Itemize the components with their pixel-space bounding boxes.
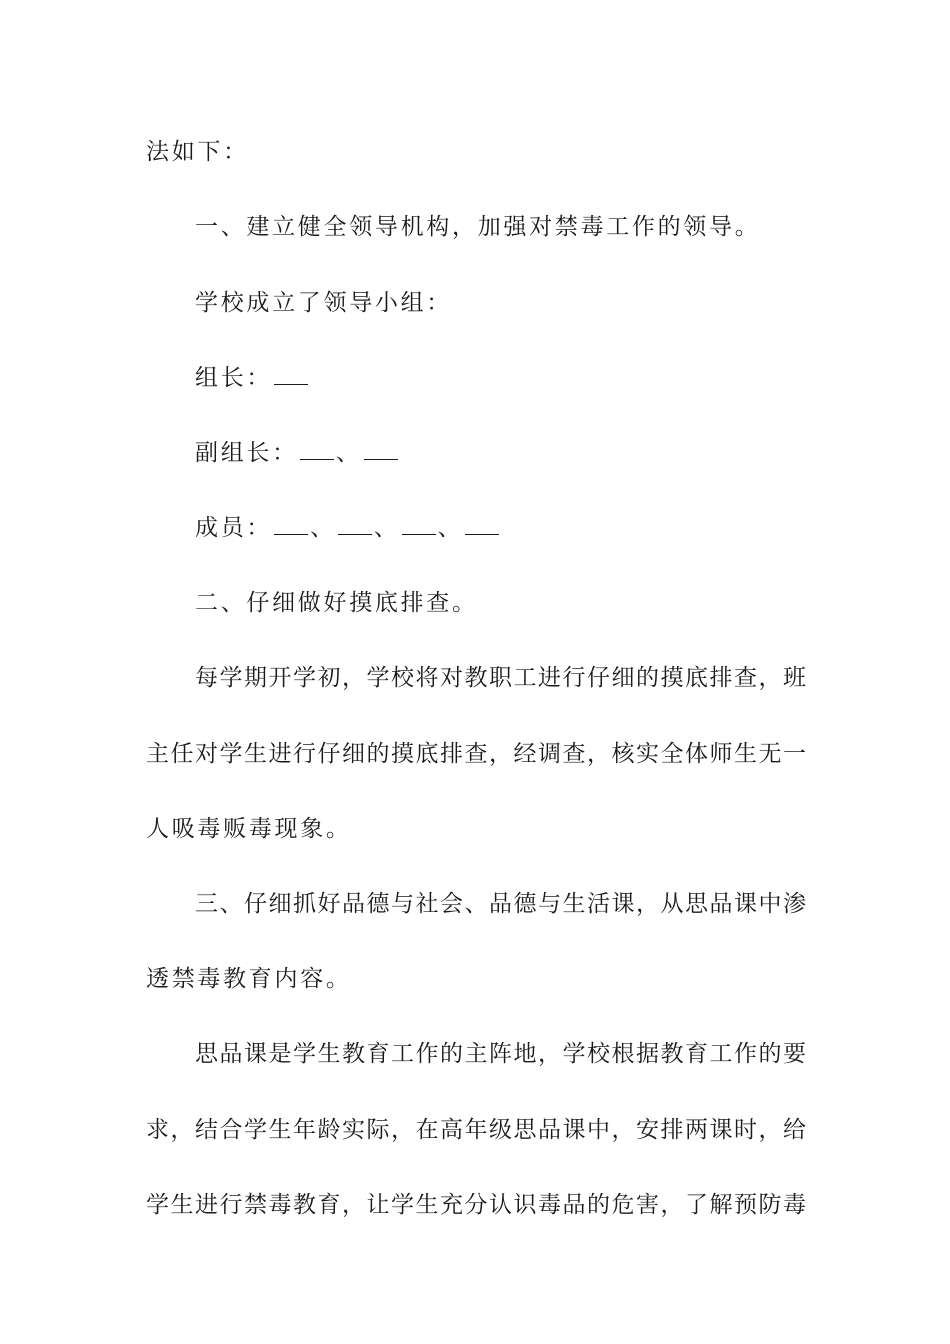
- deputy-leader-label: 副组长：: [195, 440, 298, 466]
- members-line: [195, 511, 855, 545]
- name-blank: [465, 512, 499, 535]
- section-heading-3: 三、仔细抓好品德与社会、品德与生活课，从思品课中渗: [195, 891, 806, 917]
- paragraph-line: 每学期开学初，学校将对教职工进行仔细的摸底排查，班: [195, 665, 806, 691]
- name-blank: [274, 362, 308, 385]
- members-label: 成员：: [195, 515, 273, 541]
- paragraph-line: 法如下：: [146, 139, 249, 165]
- paragraph-line: 求，结合学生年龄实际，在高年级思品课中，安排两课时，给: [146, 1117, 806, 1143]
- deputy-leader-line: [195, 436, 855, 470]
- name-blank: [274, 512, 308, 535]
- paragraph-line: 思品课是学生教育工作的主阵地，学校根据教育工作的要: [195, 1041, 806, 1067]
- separator: 、: [310, 515, 336, 541]
- paragraph-line: 人吸毒贩毒现象。: [146, 816, 352, 842]
- section-heading-1: 一、建立健全领导机构，加强对禁毒工作的领导。: [195, 214, 761, 240]
- name-blank: [364, 437, 398, 460]
- paragraph-line: 学校成立了领导小组：: [195, 290, 452, 316]
- name-blank: [338, 512, 372, 535]
- name-blank: [300, 437, 334, 460]
- paragraph-line: 透禁毒教育内容。: [146, 966, 352, 992]
- paragraph-line: 主任对学生进行仔细的摸底排查，经调查，核实全体师生无一: [146, 741, 806, 767]
- name-blank: [402, 512, 436, 535]
- separator: 、: [437, 515, 464, 541]
- separator: 、: [373, 515, 400, 541]
- leader-label: 组长：: [195, 365, 273, 391]
- leader-line: [195, 361, 855, 395]
- paragraph-line: 学生进行禁毒教育，让学生充分认识毒品的危害，了解预防毒: [146, 1192, 806, 1218]
- separator: 、: [335, 440, 362, 466]
- section-heading-2: 二、仔细做好摸底排查。: [195, 590, 478, 616]
